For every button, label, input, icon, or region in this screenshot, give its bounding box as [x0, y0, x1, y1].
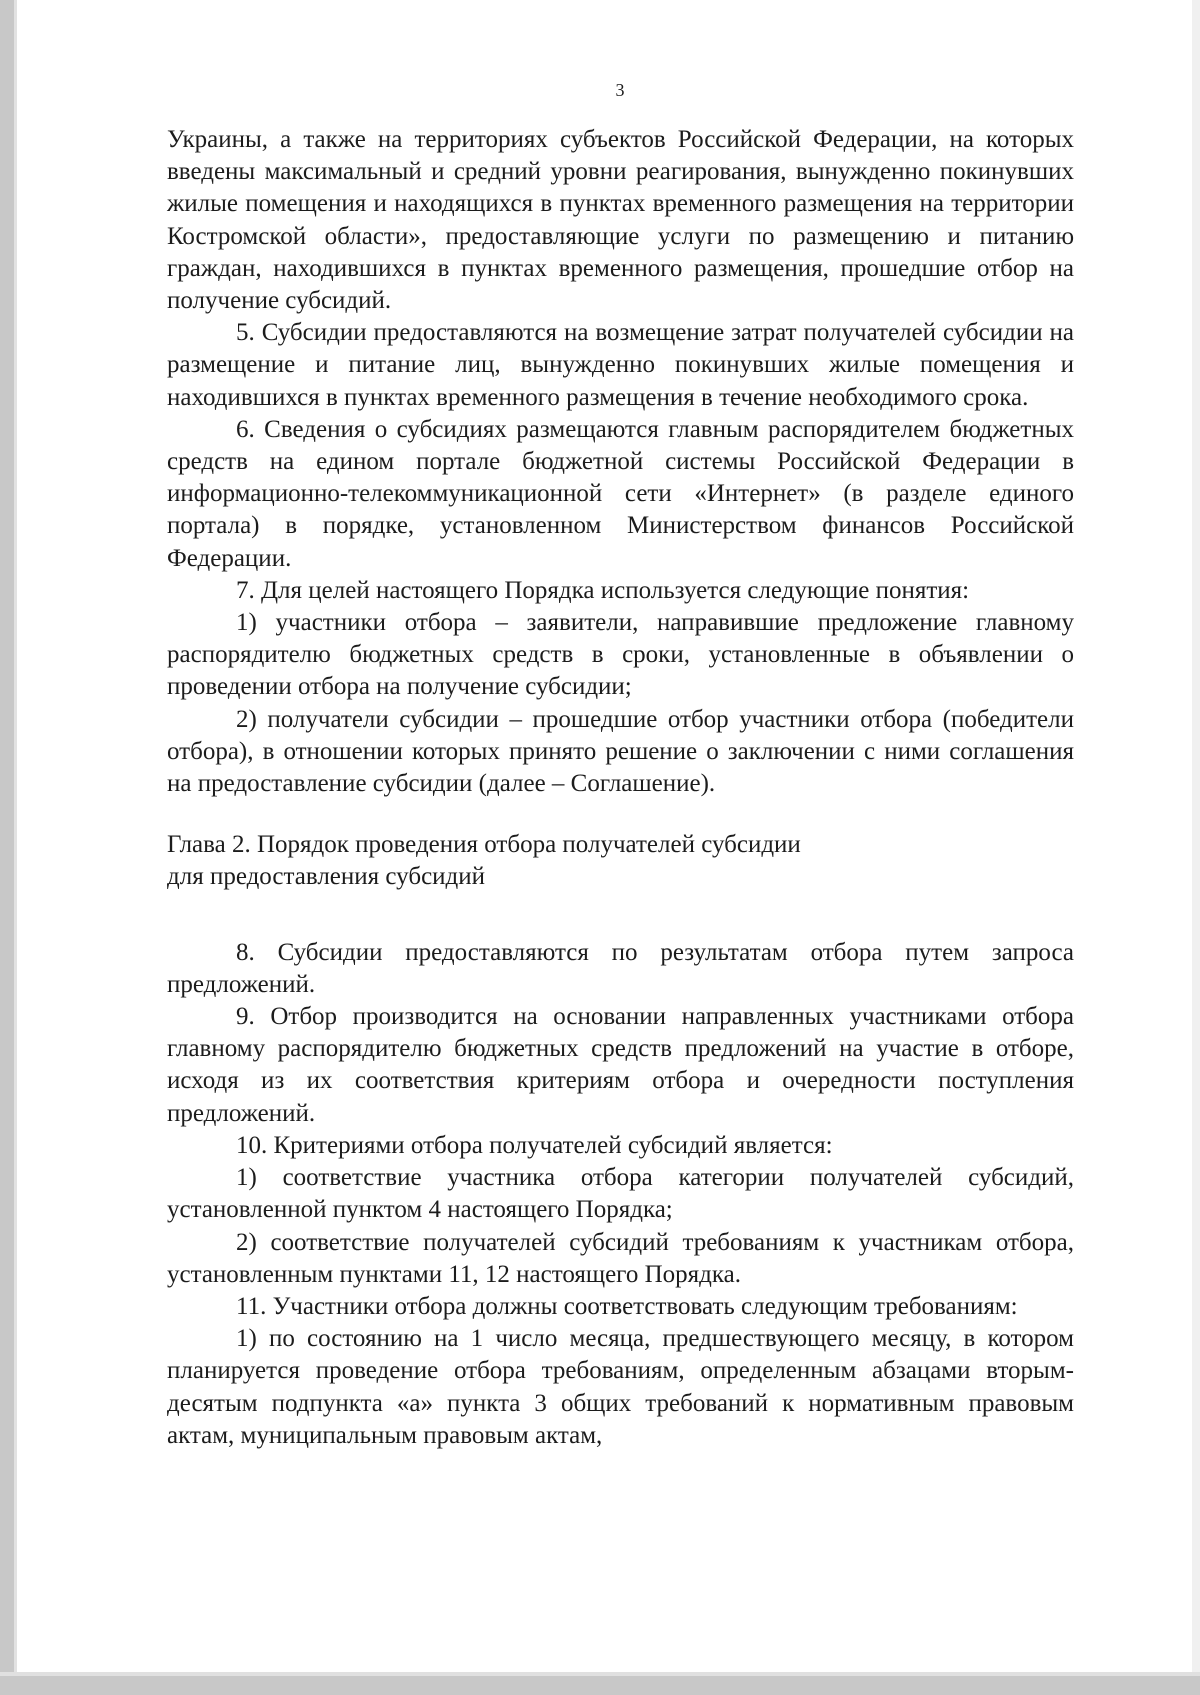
paragraph-p7: 7. Для целей настоящего Порядка используется следующие понятия:	[236, 576, 970, 604]
paragraph-cont: Украины, а также на территориях субъектов Российской Федерации, на которых введены максимальный и средний уровни реагирования, вынужденно покинувших жилые помещения и находящихся в пунктах временного размещения на территории Костромской области», предоставляющие услуги по размещению и питанию граждан, находившихся в пунктах временного размещения, прошедшие отбор на получение субсидий.	[167, 126, 1074, 315]
paragraph-p9: 9. Отбор производится на основании направленных участниками отбора главному распорядителю бюджетных средств предложений на участие в отборе, исходя из их соответствия критериям отбора и очередности поступления предложений.	[167, 1003, 1074, 1127]
scan-border-left-inner	[14, 0, 17, 1695]
paragraph-p7_2: 2) получатели субсидии – прошедшие отбор участники отбора (победители отбора), в отношении которых принято решение о заключении с ними соглашения на предоставление субсидии (далее – Соглашение).	[167, 705, 1074, 798]
paragraph-p5: 5. Субсидии предоставляются на возмещение затрат получателей субсидии на размещение и питание лиц, вынужденно покинувших жилые помещения и находившихся в пунктах временного размещения в течение необходимого срока.	[167, 319, 1074, 411]
chapter-title-line-2: для предоставления субсидий	[167, 863, 486, 891]
chapter-title-line-1: Глава 2. Порядок проведения отбора получателей субсидии	[167, 831, 801, 859]
page-number: 3	[615, 80, 625, 100]
paragraph-p11_1: 1) по состоянию на 1 число месяца, предшествующего месяцу, в котором планируется проведение отбора требованиям, определенным абзацами вторым-десятым подпункта «а» пункта 3 общих требований к нормативным правовым актам, муниципальным правовым актам,	[167, 1325, 1074, 1449]
paragraph-p10_2: 2) соответствие получателей субсидий требованиям к участникам отбора, установленным пунктами 11, 12 настоящего Порядка.	[167, 1228, 1074, 1288]
document-body	[167, 124, 1074, 1452]
paragraph-p6: 6. Сведения о субсидиях размещаются главным распорядителем бюджетных средств на едином портале бюджетной системы Российской Федерации в информационно-телекоммуникационной сети «Интернет» (в разделе единого портала) в порядке, установленном Министерством финансов Российской Федерации.	[167, 415, 1074, 572]
section-after-chapter	[167, 937, 1074, 1452]
paragraph-p8: 8. Субсидии предоставляются по результатам отбора путем запроса предложений.	[167, 938, 1074, 998]
paragraph-p11: 11. Участники отбора должны соответствовать следующим требованиям:	[236, 1292, 1018, 1320]
paragraph-p7_1: 1) участники отбора – заявители, направившие предложение главному распорядителю бюджетных средств в сроки, установленные в объявлении о проведении отбора на получение субсидии;	[167, 609, 1074, 701]
paragraph-p10: 10. Критериями отбора получателей субсидий является:	[236, 1131, 833, 1159]
scan-border-right	[1192, 0, 1200, 1695]
scan-border-left	[0, 0, 14, 1695]
chapter-heading	[167, 829, 1074, 893]
section-before-chapter	[167, 124, 1074, 800]
paragraph-p10_1: 1) соответствие участника отбора категории получателей субсидий, установленной пунктом 4 настоящего Порядка;	[167, 1164, 1074, 1224]
scan-border-bottom	[0, 1676, 1200, 1695]
